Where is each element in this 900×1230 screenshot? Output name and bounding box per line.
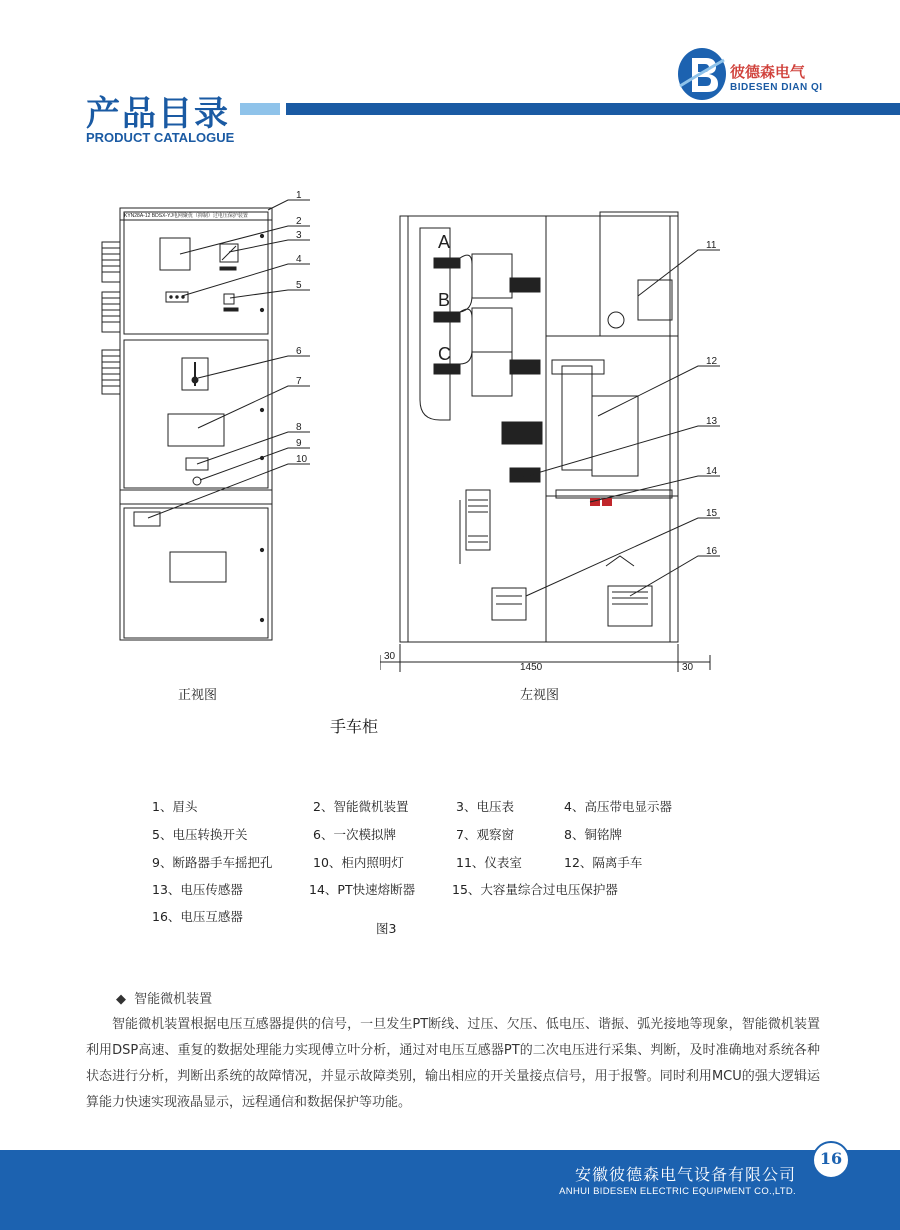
cabinet-title: 手车柜	[330, 717, 379, 736]
legend-item: 12、隔离手车	[564, 855, 643, 870]
figure-label: 图3	[376, 921, 397, 936]
page-title: 产品目录	[86, 94, 230, 134]
callout-15: 15	[706, 508, 718, 519]
phase-c-label: C	[438, 344, 451, 364]
diamond-bullet-icon: ◆	[116, 992, 126, 1007]
legend-item: 8、铜铭牌	[564, 827, 622, 842]
legend-item: 2、智能微机装置	[313, 799, 409, 814]
section-heading	[116, 988, 212, 1007]
callout-10: 10	[296, 454, 308, 465]
callout-13: 13	[706, 416, 718, 427]
callout-2: 2	[296, 216, 302, 227]
legend-item: 14、PT快速熔断器	[309, 882, 416, 897]
callout-14: 14	[706, 466, 718, 477]
callout-11: 11	[706, 240, 717, 251]
legend-item: 3、电压表	[456, 799, 514, 814]
legend-item: 6、一次模拟牌	[313, 827, 396, 842]
company-logo-icon	[676, 46, 728, 102]
callout-12: 12	[706, 356, 718, 367]
logo-text-en: BIDESEN DIAN QI	[730, 82, 823, 93]
header-bar-dark	[286, 103, 900, 115]
front-view-drawing	[90, 190, 320, 660]
callout-1: 1	[296, 190, 302, 201]
callout-5: 5	[296, 280, 302, 291]
callout-4: 4	[296, 254, 302, 265]
callout-16: 16	[706, 546, 718, 557]
phase-b-label: B	[438, 290, 451, 310]
legend-item: 16、电压互感器	[152, 909, 243, 924]
legend-item: 15、大容量综合过电压保护器	[452, 882, 618, 897]
legend-item: 11、仪表室	[456, 855, 522, 870]
phase-a-label: A	[438, 232, 451, 252]
side-view-caption: 左视图	[520, 688, 560, 703]
page-subtitle: PRODUCT CATALOGUE	[86, 130, 235, 145]
footer-company-cn: 安徽彼德森电气设备有限公司	[574, 1165, 796, 1184]
footer-company-en: ANHUI BIDESEN ELECTRIC EQUIPMENT CO.,LTD.	[559, 1186, 796, 1197]
legend-item: 7、观察窗	[456, 827, 514, 842]
section-paragraph: 智能微机装置根据电压互感器提供的信号，一旦发生PT断线、过压、欠压、低电压、谐振、弧光接地等现象，智能微机装置利用DSP高速、重复的数据处理能力实现傅立叶分析，通过对电压互感器PT的二次电压进行采集、判断，及时准确地对系统各种状态进行分析，判断出系统的故障情况，并显示故障类别，输出相应的开关量接点信号，用于报警。同时利用MCU的强大逻辑运算能力快速实现液晶显示，远程通信和数据保护等功能。	[86, 1017, 820, 1110]
legend-item: 5、电压转换开关	[152, 827, 248, 842]
section-title: 智能微机装置	[134, 992, 213, 1007]
header-bar-light	[240, 103, 280, 115]
front-view-caption: 正视图	[178, 688, 218, 703]
dim-right: 30	[682, 662, 694, 673]
page-number: 16	[819, 1149, 843, 1168]
front-label-strip: KYN28A-12 BDSX-YJ电网聚优（抑制）过电压保护装置	[124, 213, 248, 219]
callout-3: 3	[296, 230, 302, 241]
legend-item: 13、电压传感器	[152, 882, 243, 897]
legend-item: 10、柜内照明灯	[313, 855, 404, 870]
side-view-drawing	[380, 200, 730, 680]
callout-8: 8	[296, 422, 302, 433]
legend-item: 4、高压带电显示器	[564, 799, 672, 814]
legend-item: 9、断路器手车摇把孔	[152, 855, 273, 870]
callout-7: 7	[296, 376, 302, 387]
legend-item: 1、眉头	[152, 799, 198, 814]
logo-text-cn: 彼德森电气	[730, 63, 806, 81]
dim-left: 30	[384, 651, 396, 662]
callout-9: 9	[296, 438, 302, 449]
dim-mid: 1450	[520, 662, 543, 673]
callout-6: 6	[296, 346, 302, 357]
